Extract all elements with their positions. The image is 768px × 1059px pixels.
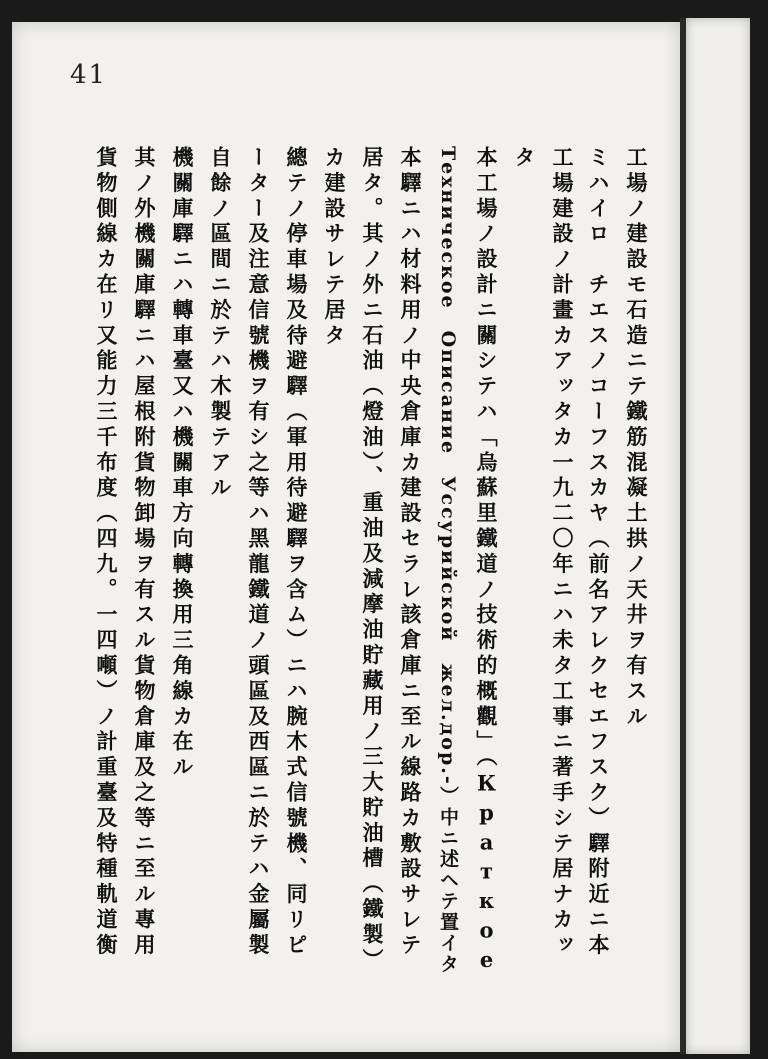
- page-number: 41: [70, 60, 108, 90]
- text-column-4: タ: [512, 146, 537, 172]
- text-column-12: 自餘ノ區間ニ於テハ木製テアル: [208, 146, 233, 502]
- text-column-15: 貨物側線カ在リ又能力三千布度（四九。一四噸）ノ計重臺及特種軌道衡: [94, 146, 119, 959]
- text-column-2: ミハイロ チエスノコーフスカヤ（前名アレクセエフスク）驛附近ニ本: [586, 146, 611, 959]
- text-column-9: カ建設サレテ居タ: [322, 146, 347, 350]
- text-column-14: 其ノ外機關庫驛ニハ屋根附貨物卸場ヲ有スル貨物倉庫及之等ニ至ル專用: [132, 146, 157, 959]
- text-column-11: ーター及注意信號機ヲ有シ之等ハ黑龍鐵道ノ頭區及西區ニ於テハ金屬製: [246, 146, 271, 959]
- text-column-1: 工場ノ建設モ石造ニテ鐵筋混凝土拱ノ天井ヲ有スル: [624, 146, 649, 731]
- text-column-6: Техническое Описание Уссурийской жел.дор.-）中ニ述ヘテ置イタ: [437, 146, 459, 975]
- text-column-3: 工場建設ノ計畫カアッタカ一九二〇年ニハ未タ工事ニ著手シテ居ナカッ: [550, 146, 575, 959]
- text-column-5: 本工場ノ設計ニ關シテハ「烏蘇里鐵道ノ技術的概觀」（Краткое: [474, 146, 499, 977]
- text-column-7: 本驛ニハ材料用ノ中央倉庫カ建設セラレ該倉庫ニ至ル線路カ敷設サレテ: [398, 146, 423, 959]
- adjacent-page-edge: [686, 18, 750, 1054]
- text-column-8: 居タ。其ノ外ニ石油（燈油）、重油及減摩油貯藏用ノ三大貯油槽（鐵製）: [360, 146, 385, 974]
- text-column-10: 總テノ停車場及待避驛（軍用待避驛ヲ含ム）ニハ腕木式信號機、同リピ: [284, 146, 309, 959]
- text-column-13: 機關庫驛ニハ轉車臺又ハ機關車方向轉換用三角線カ在ル: [170, 146, 195, 781]
